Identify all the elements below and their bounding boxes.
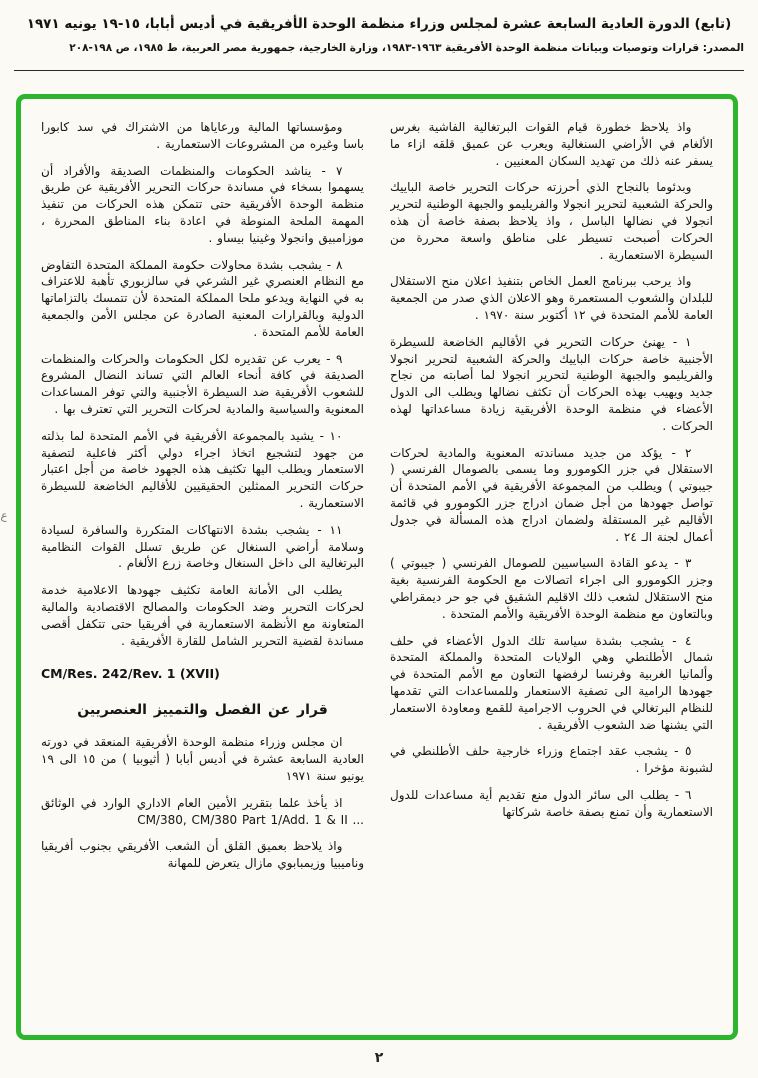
paragraph: ١ - يهنئ حركات التحرير في الأقاليم الخاضعة للسيطرة الأجنبية خاصة حركات الباييك والحركة الشعبية لتحرير انجولا والفريليمو والجبهة الوطنية لتحرير انجولا لما أصابته من نجاح جديد ويهيب بهذه الحركات أن تكثف نضالها ويطلب الى الدول الأعضاء في منظمة الوحدة الأفريقية زيادة مساعداتها لهذه الحركات . — [390, 334, 713, 433]
paragraph: ٦ - يطلب الى سائر الدول منع تقديم أية مساعدات للدول الاستعمارية وأن تمنع بصفة خاصة شركاتها — [390, 787, 713, 819]
paragraph: ٩ - يعرب عن تقديره لكل الحكومات والحركات والمنظمات الصديقة في كافة أنحاء العالم التي تساند النضال المشروع للشعوب الأفريقية ضد السيطرة الأجنبية والتي توفر المساعدات المعنوية والسياسية والمادية لحركات التحرير التي تعترف بها . — [41, 351, 364, 416]
header-title: (تابع) الدورة العادية السابعة عشرة لمجلس وزراء منظمة الوحدة الأفريقية في أديس أبابا، ١٥-١٩ يونيه ١٩٧١ — [26, 16, 732, 32]
two-column-body — [21, 99, 733, 1035]
paragraph: ٨ - يشجب بشدة محاولات حكومة المملكة المتحدة التفاوض مع النظام العنصري غير الشرعي في سالزبوري تأهبة للاعتراف به في النهاية ويدعو ملحا المملكة المتحدة لأن تتمسك بالتزاماتها الدولية وبالقرارات المعنية الصادرة عن مجلس الأمن والجمعية العامة للأمم المتحدة . — [41, 257, 364, 339]
paragraph: واذ يلاحظ خطورة قيام القوات البرتغالية الفاشية بغرس الألغام في الأراضي السنغالية ويعرب عن عميق قلقه ازاء ما يسفر عنه ذلك من تهديد السكان المعنيين . — [390, 120, 713, 168]
margin-annotation: ع — [0, 508, 9, 523]
paragraph: ٣ - يدعو القادة السياسيين للصومال الفرنسي ( جيبوتي ) وجزر الكومورو الى اجراء اتصالات مع الحكومة الفرنسية بغية منح الاستقلال لشعب ذلك الاقليم الشقيق في جو حر ديمقراطي وبالتعاون مع منظمة الوحدة الأفريقية والأمم المتحدة . — [390, 556, 713, 621]
column-left — [41, 119, 364, 1021]
paragraph-with-doc-codes: اذ يأخذ علما بتقرير الأمين العام الاداري الوارد في الوثائق ... CM/380, CM/380 Part 1/Add. 1 & II — [41, 795, 364, 827]
paragraph: واذ يرحب ببرنامج العمل الخاص بتنفيذ اعلان منح الاستقلال للبلدان والشعوب المستعمرة وهو الاعلان الذي صدر من الجمعية العامة للأمم المتحدة في ١٢ أكتوبر سنة ١٩٧٠ . — [390, 274, 713, 322]
paragraph: ٤ - يشجب بشدة سياسة تلك الدول الأعضاء في حلف شمال الأطلنطي وهي الولايات المتحدة والمملكة المتحدة وألمانيا الغربية وفرنسا لرفضها التعاون مع الأمم المتحدة في جهودها الرامية الى تصفية الاستعمار وللمساعدات التي تقدمها للنظام البرتغالي في الحروب الاجرامية للقمع ومعاودة الاستعمار التي يشنها ضد الشعوب الأفريقية . — [390, 633, 713, 732]
paragraph: وبدئوما بالنجاح الذي أحرزته حركات التحرير خاصة الباييك والحركة الشعبية لتحرير انجولا والفريليمو والجبهة الوطنية لتحرير انجولا في نضالها الباسل ، واذ يلاحظ بصفة خاصة أن هذه الحركات أصبحت تسيطر على مناطق واسعة محررة من السيطرة الاستعمارية . — [390, 180, 713, 262]
paragraph: ١١ - يشجب بشدة الانتهاكات المتكررة والسافرة لسيادة وسلامة أراضي السنغال عن طريق تسلل القوات النظامية البرتغالية الى داخل السنغال وخاصة زرع الألغام . — [41, 522, 364, 571]
header-source: المصدر: قرارات وتوصيات وبيانات منظمة الوحدة الأفريقية ١٩٦٣-١٩٨٣، وزارة الخارجية، جمهورية مصر العربية، ط ١٩٨٥، ص ١٩٨-٢٠٨ — [69, 42, 744, 55]
paragraph: يطلب الى الأمانة العامة تكثيف جهودها الاعلامية خدمة لحركات التحرير وضد الحكومات والمصالح الاقتصادية والمالية المتعاونة مع الأنظمة الاستعمارية في أفريقيا حتى تتكفل أقصى مساندة لقضية التحرير الشامل للقارة الأفريقية . — [41, 583, 364, 648]
paragraph: ٧ - يناشد الحكومات والمنظمات الصديقة والأفراد أن يسهموا بسخاء في مساندة حركات التحرير الأفريقية عن طريق منظمة الوحدة الأفريقية حتى تتمكن هذه الحركات من تنفيذ المهمة الملحة المنوطة في اعادة بناء المناطق المحررة ، موزامبيق وانجولا وغينيا بيساو . — [41, 163, 364, 245]
header-divider — [14, 70, 744, 71]
page-header — [14, 14, 744, 57]
paragraph: ان مجلس وزراء منظمة الوحدة الأفريقية المنعقد في دورته العادية السابعة عشرة في أديس أبابا ( أثيوبيا ) من ١٥ الى ١٩ يونيو سنة ١٩٧١ — [41, 735, 364, 783]
paragraph: ١٠ - يشيد بالمجموعة الأفريقية في الأمم المتحدة لما بذلته من جهود لتشجيع اتخاذ اجراء دولي أكثر فاعلية لتصفية الاستعمار ويطلب اليها تكثيف هذه الجهود خاصة من أجل اعتبار حركات التحرير الممثلين الحقيقيين للأقاليم الخاضعة للسيطرة الاستعمارية . — [41, 428, 364, 510]
column-right — [390, 119, 713, 1021]
paragraph: ٢ - يؤكد من جديد مساندته المعنوية والمادية لحركات الاستقلال في جزر الكومورو وما يسمى بالصومال الفرنسي ( جيبوتي ) ويطلب من المجموعة الأفريقية في الأمم المتحدة أن تواصل جهودها من أجل ضمان ادراج جزر الكومورو في قائمة الأقاليم غير المستقلة ولضمان ادراج هذه المسألة في جدول أعمال لجنة الـ ٢٤ . — [390, 445, 713, 544]
paragraph: واذ يلاحظ بعميق القلق أن الشعب الأفريقي بجنوب أفريقيا وناميبيا وزيمبابوي مازال يتعرض للمهانة — [41, 839, 364, 871]
green-frame — [16, 94, 738, 1040]
paragraph: ومؤسساتها المالية ورعاياها من الاشتراك في سد كابورا باسا وغيره من المشروعات الاستعمارية . — [41, 120, 364, 151]
page-number: ٢ — [374, 1050, 384, 1066]
resolution-heading: قرار عن الفصل والتمييز العنصريين — [77, 701, 328, 718]
document-reference: CM/Res. 242/Rev. 1 (XVII) — [41, 666, 220, 682]
paragraph: ٥ - يشجب عقد اجتماع وزراء خارجية حلف الأطلنطي في لشبونة مؤخرا . — [390, 744, 713, 776]
